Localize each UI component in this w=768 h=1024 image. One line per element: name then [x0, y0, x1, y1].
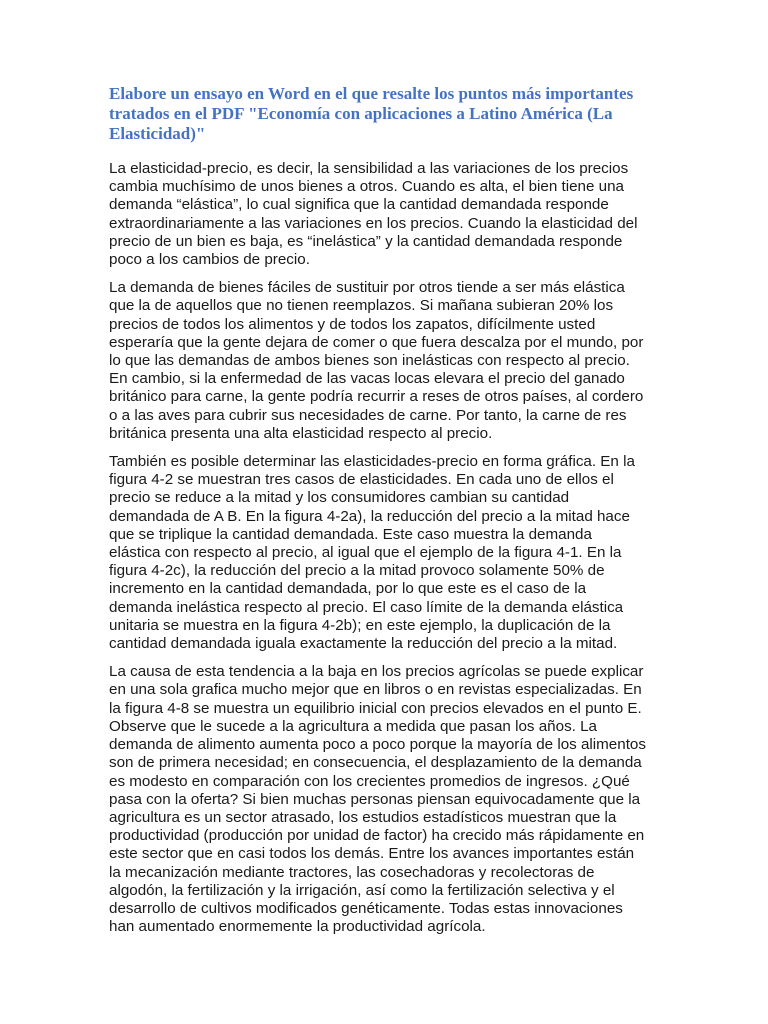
paragraph-precios-agricolas: La causa de esta tendencia a la baja en los precios agrícolas se puede explicar en una sola grafica mucho mejor que en libros o en revistas especializadas. En la figura 4-8 se muestra un equilibrio inicial con precios elevados en el punto E. Observe que le sucede a la agricultura a medida que pasan los años. La demanda de alimento aumenta poco a poco porque la mayoría de los alimentos son de primera necesidad; en consecuencia, el desplazamiento de la demanda es modesto en comparación con los crecientes promedios de ingresos. ¿Qué pasa con la oferta? Si bien muchas personas piensan equivocadamente que la agricultura es un sector atrasado, los estudios estadísticos muestran que la productividad (producción por unidad de factor) ha crecido más rápidamente en este sector que en casi todos los demás. Entre los avances importantes están la mecanización mediante tractores, las cosechadoras y recolectoras de algodón, la fertilización y la irrigación, así como la fertilización selectiva y el desarrollo de cultivos modificados genéticamente. Todas estas innovaciones han aumentado enormemente la productividad agrícola.	[109, 663, 646, 936]
paragraph-elasticidad-precio: La elasticidad-precio, es decir, la sensibilidad a las variaciones de los precios cambia muchísimo de unos bienes a otros. Cuando es alta, el bien tiene una demanda “elástica”, lo cual significa que la cantidad demandada responde extraordinariamente a las variaciones en los precios. Cuando la elasticidad del precio de un bien es baja, es “inelástica” y la cantidad demandada responde poco a los cambios de precio.	[109, 160, 638, 269]
paragraph-forma-grafica: También es posible determinar las elasticidades-precio en forma gráfica. En la figura 4-2 se muestran tres casos de elasticidades. En cada uno de ellos el precio se reduce a la mitad y los consumidores cambian su cantidad demandada de A B. En la figura 4-2a), la reducción del precio a la mitad hace que se triplique la cantidad demandada. Este caso muestra la demanda elástica con respecto al precio, al igual que el ejemplo de la figura 4-1. En la figura 4-2c), la reducción del precio a la mitad provoco solamente 50% de incremento en la cantidad demandada, por lo que este es el caso de la demanda inelástica respecto al precio. El caso límite de la demanda elástica unitaria se muestra en la figura 4-2b); en este ejemplo, la duplicación de la cantidad demandada iguala exactamente la reducción del precio a la mitad.	[109, 453, 635, 653]
document-page	[109, 84, 657, 946]
document-title: Elabore un ensayo en Word en el que resalte los puntos más importantes tratados en el PDF "Economía con aplicaciones a Latino América (La Elasticidad)"	[109, 84, 634, 143]
paragraph-bienes-sustitutos: La demanda de bienes fáciles de sustituir por otros tiende a ser más elástica que la de aquellos que no tienen reemplazos. Si mañana subieran 20% los precios de todos los alimentos y de todos los zapatos, difícilmente usted esperaría que la gente dejara de comer o que fuera descalza por el mundo, por lo que las demandas de ambos bienes son inelásticas con respecto al precio. En cambio, si la enfermedad de las vacas locas elevara el precio del ganado británico para carne, la gente podría recurrir a reses de otros países, al cordero o a las aves para cubrir sus necesidades de carne. Por tanto, la carne de res británica presenta una alta elasticidad respecto al precio.	[109, 279, 644, 442]
